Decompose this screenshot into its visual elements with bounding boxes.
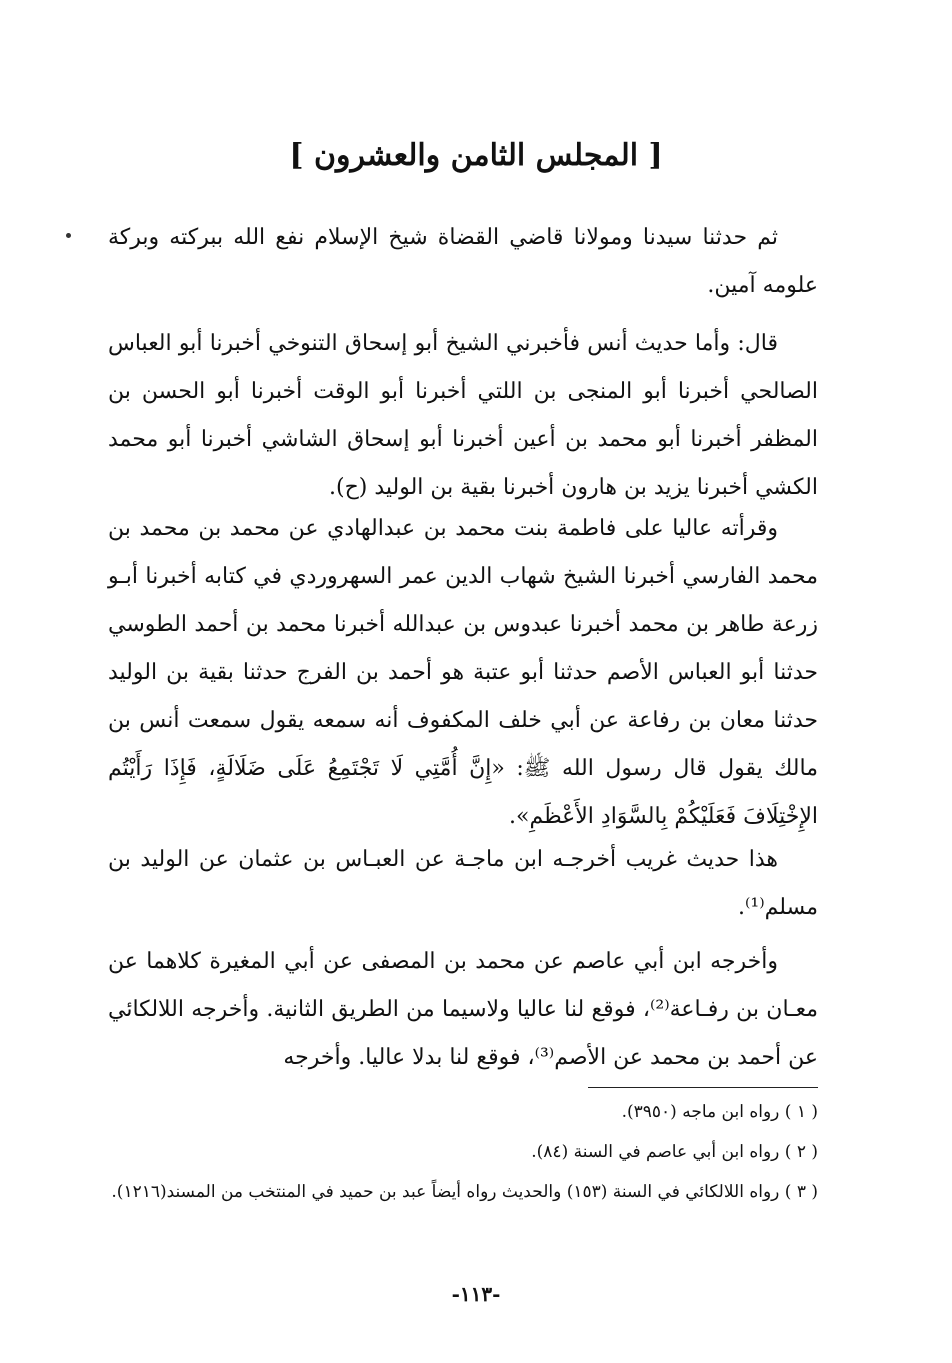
paragraph-opening — [108, 214, 818, 310]
paragraph-takhrij-others-text: وأخرجه ابن أبي عاصم عن محمد بن المصفى عن أبي المغيرة كلاهما عن معـان بن رفـاعة⁽²⁾، فوقع لنا عاليا ولاسيما من الطريق الثانية. وأخرجه اللالكائي عن أحمد بن محمد عن الأصم⁽³⁾، فوقع لنا بدلا عاليا. وأخرجه — [108, 949, 818, 1070]
footnote-separator — [588, 1087, 818, 1088]
paragraph-takhrij-others — [108, 938, 818, 1082]
page-number: -١١٣- — [451, 1282, 501, 1306]
chapter-heading: [ المجلس الثامن والعشرون ] — [289, 138, 663, 173]
paragraph-takhrij-ibn-majah-text: هذا حديث غريب أخرجـه ابن ماجـة عن العبـاس بن عثمان عن الوليد بن مسلم⁽¹⁾. — [108, 847, 818, 920]
paragraph-hadith-text-body: وقرأته عاليا على فاطمة بنت محمد بن عبدالهادي عن محمد بن محمد بن محمد الفارسي أخبرنا الشيخ شهاب الدين عمر السهروردي في كتابه أخبرنا أبـو زرعة طاهر بن محمد أخبرنا عبدوس بن عبدالله أخبرنا محمد بن أحمد الطوسي حدثنا أبو العباس الأصم حدثنا أبو عتبة هو أحمد بن الفرج حدثنا بقية بن الوليد حدثنا معان بن رفاعة عن أبي خلف المكفوف أنه سمعه يقول سمعت أنس بن مالك يقول قال رسول الله ﷺ: «إِنَّ أُمَّتِي لَا تَجْتَمِعُ عَلَى ضَلَالَةٍ، فَإِذَا رَأَيْتُم الإِخْتِلَافَ فَعَلَيْكُمْ بِالسَّوَادِ الأَعْظَمِ». — [108, 516, 818, 829]
paragraph-isnad-anas-text: قال: وأما حديث أنس فأخبرني الشيخ أبو إسحاق التنوخي أخبرنا أبو العباس الصالحي أخبرنا أبو المنجى بن اللتي أخبرنا أبو الوقت أخبرنا أبو الحسن بن المظفر أخبرنا أبو محمد بن أعين أخبرنا أبو إسحاق الشاشي أخبرنا أبو محمد الكشي أخبرنا يزيد بن هارون أخبرنا بقية بن الوليد (ح). — [108, 331, 818, 500]
margin-dot — [66, 233, 71, 238]
footnote-3: ( ٣ ) رواه اللالكائي في السنة (١٥٣) والحديث رواه أيضاً عبد بن حميد في المنتخب من المسند(١٢١٦). — [111, 1182, 818, 1202]
paragraph-takhrij-ibn-majah — [108, 836, 818, 932]
footnote-1: ( ١ ) رواه ابن ماجه (٣٩٥٠). — [621, 1102, 818, 1122]
footnote-2: ( ٢ ) رواه ابن أبي عاصم في السنة (٨٤). — [531, 1142, 818, 1162]
paragraph-isnad-anas — [108, 320, 818, 512]
paragraph-opening-text: ثم حدثنا سيدنا ومولانا قاضي القضاة شيخ الإسلام نفع الله ببركته وبركة علومه آمين. — [108, 225, 818, 298]
paragraph-hadith-text — [108, 505, 818, 841]
